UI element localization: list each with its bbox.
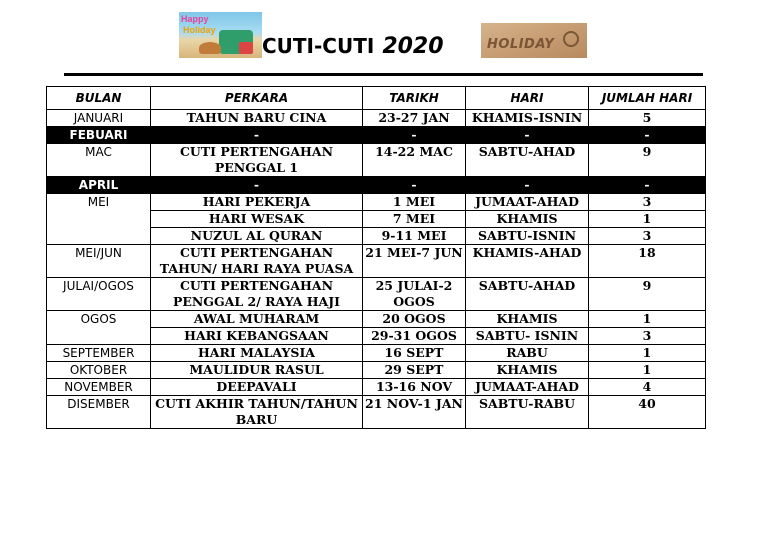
cell-hari: KHAMIS xyxy=(466,311,589,328)
cell-tarikh: 9-11 MEI xyxy=(363,228,466,245)
cell-bulan: FEBUARI xyxy=(47,127,151,144)
cell-hari: KHAMIS xyxy=(466,211,589,228)
cell-jumlah: 1 xyxy=(589,311,706,328)
cell-tarikh: 29-31 OGOS xyxy=(363,328,466,345)
bag-shape xyxy=(239,42,253,54)
header-tarikh: TARIKH xyxy=(363,87,466,110)
image-caption-holiday: Holiday xyxy=(183,25,216,35)
cell-bulan: MAC xyxy=(47,144,151,177)
table-row xyxy=(47,127,706,144)
cell-tarikh: 16 SEPT xyxy=(363,345,466,362)
title-word: CUTI-CUTI xyxy=(262,34,375,58)
cell-perkara: CUTI PERTENGAHAN TAHUN/ HARI RAYA PUASA xyxy=(151,245,363,278)
table-row xyxy=(47,110,706,127)
cell-perkara: NUZUL AL QURAN xyxy=(151,228,363,245)
cell-tarikh: 21 MEI-7 JUN xyxy=(363,245,466,278)
cell-tarikh: 13-16 NOV xyxy=(363,379,466,396)
cell-jumlah: 18 xyxy=(589,245,706,278)
title-year: 2020 xyxy=(382,34,444,59)
image-caption-happy: Happy xyxy=(181,14,209,24)
cell-bulan: SEPTEMBER xyxy=(47,345,151,362)
cell-perkara: - xyxy=(151,177,363,194)
cell-bulan: APRIL xyxy=(47,177,151,194)
cell-perkara: DEEPAVALI xyxy=(151,379,363,396)
cell-tarikh: - xyxy=(363,177,466,194)
cell-jumlah: 1 xyxy=(589,345,706,362)
table-row xyxy=(47,177,706,194)
title-underline xyxy=(64,73,703,76)
cell-perkara: CUTI PERTENGAHAN PENGGAL 1 xyxy=(151,144,363,177)
cell-jumlah: 4 xyxy=(589,379,706,396)
cell-tarikh: 1 MEI xyxy=(363,194,466,211)
hat-shape xyxy=(199,42,221,54)
table-row xyxy=(47,396,706,429)
cell-hari: SABTU-AHAD xyxy=(466,144,589,177)
cell-jumlah: 3 xyxy=(589,194,706,211)
sand-holiday-image xyxy=(481,23,587,58)
cell-perkara: MAULIDUR RASUL xyxy=(151,362,363,379)
cell-jumlah: 40 xyxy=(589,396,706,429)
sand-writing-text: HOLIDAY xyxy=(487,37,555,52)
cell-hari: - xyxy=(466,127,589,144)
cell-bulan: OGOS xyxy=(47,311,151,345)
header-jumlah-hari: JUMLAH HARI xyxy=(589,87,706,110)
cell-tarikh: 20 OGOS xyxy=(363,311,466,328)
cell-perkara: HARI WESAK xyxy=(151,211,363,228)
table-row xyxy=(47,245,706,278)
cell-tarikh: 21 NOV-1 JAN xyxy=(363,396,466,429)
cell-tarikh: 25 JULAI-2 OGOS xyxy=(363,278,466,311)
cell-hari: SABTU-AHAD xyxy=(466,278,589,311)
cell-jumlah: 9 xyxy=(589,278,706,311)
cell-perkara: AWAL MUHARAM xyxy=(151,311,363,328)
cell-hari: SABTU-ISNIN xyxy=(466,228,589,245)
cell-perkara: HARI MALAYSIA xyxy=(151,345,363,362)
cell-bulan: MEI/JUN xyxy=(47,245,151,278)
cell-hari: SABTU- ISNIN xyxy=(466,328,589,345)
cell-jumlah: 5 xyxy=(589,110,706,127)
cell-bulan: OKTOBER xyxy=(47,362,151,379)
cell-bulan: JULAI/OGOS xyxy=(47,278,151,311)
table-row xyxy=(47,379,706,396)
cell-jumlah: 3 xyxy=(589,328,706,345)
cell-bulan: NOVEMBER xyxy=(47,379,151,396)
cell-hari: JUMAAT-AHAD xyxy=(466,379,589,396)
sun-icon xyxy=(563,31,579,47)
table-header-row xyxy=(47,87,706,110)
cell-tarikh: 29 SEPT xyxy=(363,362,466,379)
cell-hari: KHAMIS-ISNIN xyxy=(466,110,589,127)
cell-tarikh: 23-27 JAN xyxy=(363,110,466,127)
cell-perkara: - xyxy=(151,127,363,144)
cell-jumlah: - xyxy=(589,127,706,144)
cell-hari: RABU xyxy=(466,345,589,362)
table-row xyxy=(47,144,706,177)
cell-hari: - xyxy=(466,177,589,194)
cell-perkara: HARI PEKERJA xyxy=(151,194,363,211)
cell-bulan: DISEMBER xyxy=(47,396,151,429)
cell-jumlah: 9 xyxy=(589,144,706,177)
cell-tarikh: 14-22 MAC xyxy=(363,144,466,177)
header-perkara: PERKARA xyxy=(151,87,363,110)
beach-holiday-image xyxy=(179,12,262,58)
cell-jumlah: 1 xyxy=(589,211,706,228)
table-row xyxy=(47,311,706,328)
cell-jumlah: - xyxy=(589,177,706,194)
cell-perkara: HARI KEBANGSAAN xyxy=(151,328,363,345)
header-bulan: BULAN xyxy=(47,87,151,110)
table-row xyxy=(47,362,706,379)
cell-hari: KHAMIS-AHAD xyxy=(466,245,589,278)
table-row xyxy=(47,194,706,211)
cell-hari: SABTU-RABU xyxy=(466,396,589,429)
cell-jumlah: 1 xyxy=(589,362,706,379)
holiday-table xyxy=(46,86,706,429)
document-header xyxy=(0,0,768,70)
cell-jumlah: 3 xyxy=(589,228,706,245)
cell-hari: JUMAAT-AHAD xyxy=(466,194,589,211)
cell-perkara: TAHUN BARU CINA xyxy=(151,110,363,127)
table-row xyxy=(47,278,706,311)
cell-bulan: JANUARI xyxy=(47,110,151,127)
header-hari: HARI xyxy=(466,87,589,110)
cell-tarikh: - xyxy=(363,127,466,144)
cell-tarikh: 7 MEI xyxy=(363,211,466,228)
page-title xyxy=(262,34,444,64)
cell-perkara: CUTI AKHIR TAHUN/TAHUN BARU xyxy=(151,396,363,429)
table-row xyxy=(47,345,706,362)
cell-hari: KHAMIS xyxy=(466,362,589,379)
cell-perkara: CUTI PERTENGAHAN PENGGAL 2/ RAYA HAJI xyxy=(151,278,363,311)
cell-bulan: MEI xyxy=(47,194,151,245)
